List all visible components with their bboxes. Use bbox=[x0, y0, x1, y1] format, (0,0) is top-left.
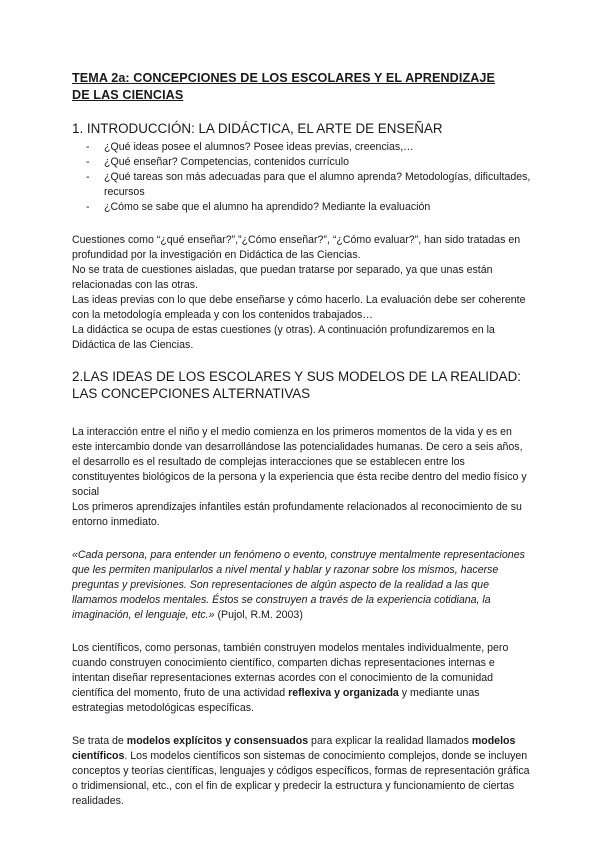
quote-block bbox=[72, 548, 532, 623]
section-1-heading: 1. INTRODUCCIÓN: LA DIDÁCTICA, EL ARTE DE ENSEÑAR bbox=[72, 121, 443, 136]
paragraph bbox=[72, 641, 532, 716]
quote-reference: (Pujol, R.M. 2003) bbox=[214, 609, 303, 621]
paragraph bbox=[72, 734, 532, 809]
text-run: y mediante unas estrategias metodológicas específicas. bbox=[72, 687, 480, 714]
list-item: - ¿Qué tareas son más adecuadas para que el alumno aprenda? Metodologías, dificultades, recursos bbox=[86, 170, 532, 200]
list-item: - ¿Cómo se sabe que el alumno ha aprendido? Mediante la evaluación bbox=[86, 200, 532, 215]
title-line-2: DE LAS CIENCIAS bbox=[72, 88, 184, 102]
section-1-body bbox=[72, 233, 532, 353]
paragraph: La didáctica se ocupa de estas cuestiones (y otras). A continuación profundizaremos en la Didáctica de las Ciencias. bbox=[72, 324, 495, 351]
section-2-heading-line-1: 2.LAS IDEAS DE LOS ESCOLARES Y SUS MODELOS DE LA REALIDAD: bbox=[72, 369, 522, 384]
text-run: Los científicos, como personas, también construyen modelos mentales individualmente, pero cuando construyen conocimiento científico, comparten dichas representaciones internas e intentan diseñar representaciones externas acordes con el conocimiento de la comunidad científica del momento, fruto de una actividad bbox=[72, 642, 509, 699]
question-list bbox=[86, 140, 532, 215]
paragraph: Las ideas previas con lo que debe enseñarse y cómo hacerlo. La evaluación debe ser coherente con la metodología empleada y con los contenidos trabajados… bbox=[72, 294, 526, 321]
text-run: . Los modelos científicos son sistemas de conocimiento complejos, donde se incluyen conceptos y teorías científicas, lenguajes y códigos específicos, formas de representación gráfica o tridimensional, etc., con el fin de explicar y predecir la estructura y funcionamiento de ciertas realidades. bbox=[72, 750, 530, 807]
document-title bbox=[72, 70, 532, 104]
section-2-heading-line-2: LAS CONCEPCIONES ALTERNATIVAS bbox=[72, 386, 311, 401]
paragraph: Los primeros aprendizajes infantiles están profundamente relacionados al reconocimiento de su entorno inmediato. bbox=[72, 501, 522, 528]
bold-text: modelos científicos bbox=[72, 735, 516, 762]
list-item: - ¿Qué enseñar? Competencias, contenidos currículo bbox=[86, 155, 532, 170]
list-item: - ¿Qué ideas posee el alumnos? Posee ideas previas, creencias,… bbox=[86, 140, 532, 155]
document-page bbox=[72, 70, 532, 809]
section-2-heading bbox=[72, 368, 532, 402]
quote-text: «Cada persona, para entender un fenómeno o evento, construye mentalmente representaciones que les permiten manipularlos a nivel mental y hablar y razonar sobre los mismos, hacerse preguntas y previsiones. Son representaciones de algún aspecto de la realidad a las que llamamos modelos mentales. Éstos se construyen a través de la experiencia cotidiana, la imaginación, el lenguaje, etc.» bbox=[72, 549, 525, 621]
paragraph: Cuestiones como “¿qué enseñar?”,”¿Cómo enseñar?”, “¿Cómo evaluar?”, han sido tratadas en profundidad por la investigación en Didáctica de las Ciencias. bbox=[72, 234, 521, 261]
text-run: para explicar la realidad llamados bbox=[308, 735, 472, 747]
text-run: Se trata de bbox=[72, 735, 127, 747]
title-line-1: TEMA 2a: CONCEPCIONES DE LOS ESCOLARES Y EL APRENDIZAJE bbox=[72, 71, 496, 85]
bold-text: modelos explícitos y consensuados bbox=[126, 735, 309, 747]
paragraph: No se trata de cuestiones aisladas, que puedan tratarse por separado, ya que unas están relacionadas con las otras. bbox=[72, 264, 493, 291]
paragraph: La interacción entre el niño y el medio comienza en los primeros momentos de la vida y es en este intercambio donde van desarrollándose las potencialidades humanas. De cero a seis años, el desarrollo es el resultado de complejas interacciones que se establecen entre los constituyentes biológicos de la persona y la experiencia que ésta recibe dentro del medio físico y social bbox=[72, 426, 527, 498]
bold-text: reflexiva y organizada bbox=[288, 687, 399, 699]
